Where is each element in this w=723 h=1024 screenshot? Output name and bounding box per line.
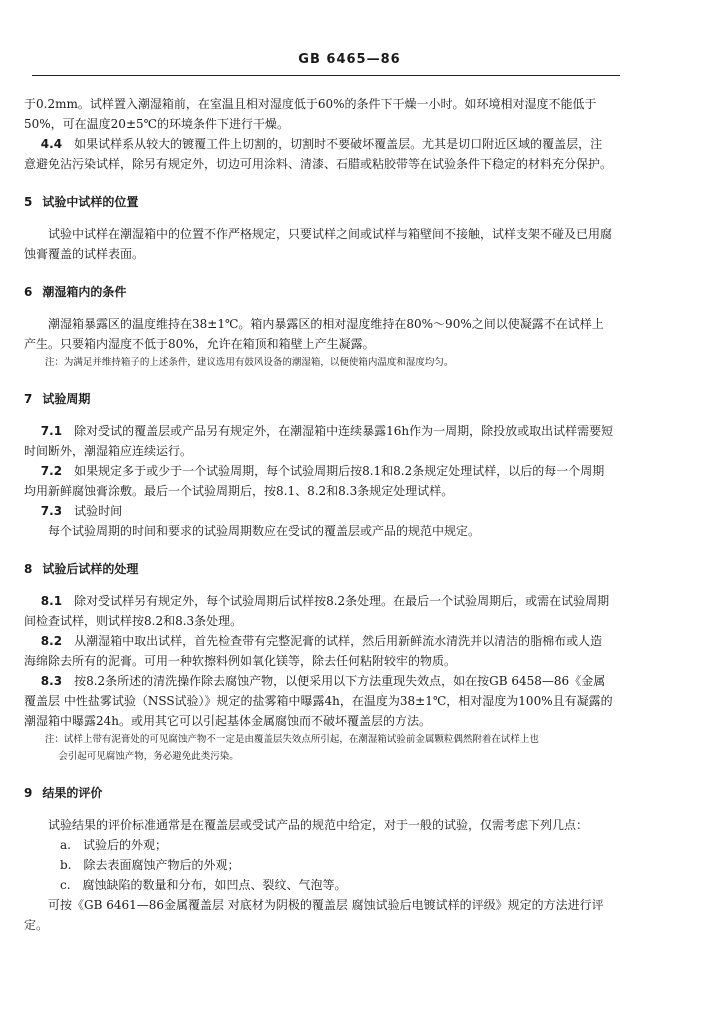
clause-text: 按8.2条所述的清洗操作除去腐蚀产物，以便采用以下方法重现失效点，如在按GB 6458—86《金属覆盖层 中性盐雾试验（NSS试验）》规定的盐雾箱中曝露4h，在温度为38±1℃，相对湿度为100%且有凝露的潮湿箱中曝露24h。或用其它可以引起基体金属腐蚀而不破坏覆盖层的方法。 (24, 674, 613, 728)
clause-text: 如果试样系从较大的镀覆工件上切割的，切割时不要破坏覆盖层。尤其是切口附近区域的覆盖层，注意避免沾污染试样，除另有规定外，切边可用涂料、清漆、石腊或粘胶带等在试验条件下稳定的材料充分保护。 (24, 137, 613, 171)
section-title: 结果的评价 (42, 786, 103, 800)
note-text-continued: 会引起可见腐蚀产物，务必避免此类污染。 (58, 751, 239, 762)
clause-paragraph (24, 461, 614, 501)
clause-paragraph (24, 501, 614, 521)
page-header: GB 6465—86 (298, 52, 401, 67)
clause-number: 7.2 (40, 464, 63, 478)
section-number: 9 (24, 786, 33, 800)
list-item: c. 腐蚀缺陷的数量和分布，如凹点、裂纹、气泡等。 (60, 878, 347, 892)
body-paragraph: 每个试验周期的时间和要求的试验周期数应在受试的覆盖层或产品的规范中规定。 (48, 524, 481, 538)
clause-paragraph (24, 421, 614, 461)
clause-text: 如果规定多于或少于一个试验周期，每个试验周期后按8.1和8.2条规定处理试样，以后的每一个周期均用新鲜腐蚀膏涂敷。最后一个试验周期后，按8.1、8.2和8.3条规定处理试样。 (24, 464, 605, 498)
clause-text: 除对受试的覆盖层或产品另有规定外，在潮湿箱中连续暴露16h作为一周期，除投放或取出试样需要短时间断外，潮湿箱应连续运行。 (24, 424, 614, 458)
clause-text: 试验时间 (74, 504, 123, 518)
note-text: 注：试样上带有泥膏处的可见腐蚀产物不一定是由覆盖层失效点所引起，在潮湿箱试验前金属颗粒偶然附着在试样上也 (44, 734, 539, 745)
body-paragraph: 试验中试样在潮湿箱中的位置不作严格规定，只要试样之间或试样与箱壁间不接触，试样支架不碰及已用腐蚀膏覆盖的试样表面。 (24, 227, 613, 261)
clause-text: 从潮湿箱中取出试样，首先检查带有完整泥膏的试样，然后用新鲜流水清洗并以清洁的脂棉布或人造海绵除去所有的泥膏。可用一种软擦料例如氧化镁等，除去任何粘附较牢的物质。 (24, 634, 603, 668)
clause-text: 除对受试样另有规定外，每个试验周期后试样按8.2条处理。在最后一个试验周期后，或需在试验周期间检查试样，则试样按8.2和8.3条处理。 (24, 594, 610, 628)
section-heading (24, 389, 614, 409)
clause-paragraph (24, 671, 614, 731)
section-title: 试验周期 (42, 392, 91, 406)
section-title: 试验后试样的处理 (42, 562, 139, 576)
clause-number: 8.2 (40, 634, 63, 648)
body-paragraph: 可按《GB 6461—86金属覆盖层 对底材为阴极的覆盖层 腐蚀试验后电镀试样的评级》规定的方法进行评定。 (24, 898, 604, 932)
section-heading (24, 783, 614, 803)
document-body (24, 94, 614, 935)
section-title: 试验中试样的位置 (42, 195, 139, 209)
note-text: 注：为满足并维持箱子的上述条件，建议选用有鼓风设备的潮湿箱，以便使箱内温度和湿度均匀。 (44, 357, 454, 368)
section-heading (24, 282, 614, 302)
section-heading (24, 192, 614, 212)
clause-paragraph (24, 134, 614, 174)
body-paragraph: 潮湿箱暴露区的温度维持在38±1℃。箱内暴露区的相对湿度维持在80%～90%之间以使凝露不在试样上产生。只要箱内湿度不低于80%，允许在箱顶和箱壁上产生凝露。 (24, 317, 604, 351)
section-heading (24, 559, 614, 579)
clause-paragraph (24, 631, 614, 671)
continued-paragraph: 于0.2mm。试样置入潮湿箱前，在室温且相对湿度低于60%的条件下干燥一小时。如环境相对湿度不能低于50%，可在温度20±5℃的环境条件下进行干燥。 (24, 97, 597, 131)
clause-number: 8.1 (40, 594, 63, 608)
list-item: b. 除去表面腐蚀产物后的外观； (60, 858, 240, 872)
header-rule (32, 75, 620, 76)
list-item: a. 试验后的外观； (60, 838, 167, 852)
section-title: 潮湿箱内的条件 (42, 285, 127, 299)
body-paragraph: 试验结果的评价标准通常是在覆盖层或受试产品的规范中给定，对于一般的试验，仅需考虑下列几点： (48, 818, 589, 832)
section-number: 8 (24, 562, 33, 576)
clause-number: 7.3 (40, 504, 63, 518)
clause-number: 8.3 (40, 674, 63, 688)
section-number: 6 (24, 285, 33, 299)
clause-paragraph (24, 591, 614, 631)
section-number: 7 (24, 392, 33, 406)
clause-number: 7.1 (40, 424, 63, 438)
section-number: 5 (24, 195, 33, 209)
clause-number: 4.4 (40, 137, 63, 151)
